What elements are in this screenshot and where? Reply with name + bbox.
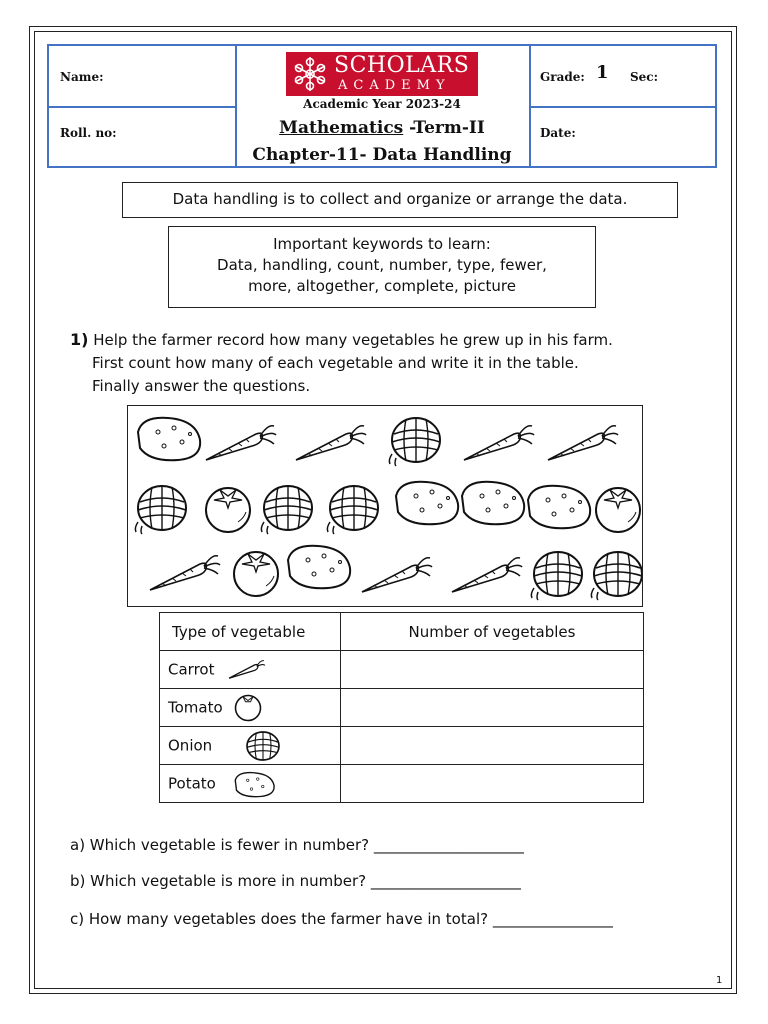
- row-label: Carrot: [168, 660, 215, 678]
- table-row: [160, 689, 644, 727]
- table-header-row: [160, 613, 644, 651]
- vegetable-row-2: [135, 482, 640, 534]
- row-onion: [160, 727, 341, 765]
- question-b: b) Which vegetable is more in number? ____________________: [70, 872, 521, 890]
- potato-icon: [396, 482, 458, 524]
- table-row: [160, 765, 644, 803]
- keywords-box: [168, 226, 596, 308]
- question-line-1: Help the farmer record how many vegetables he grew up in his farm.: [88, 331, 613, 349]
- grade-value: 1: [596, 62, 609, 83]
- question-1: [70, 328, 613, 398]
- row-carrot: [160, 651, 341, 689]
- potato-icon: [229, 769, 279, 799]
- keywords-line-1: Data, handling, count, number, type, fewer,: [217, 256, 547, 274]
- page-number: 1: [716, 975, 723, 986]
- carrot-icon: [362, 558, 432, 592]
- question-line-3: Finally answer the questions.: [92, 377, 311, 395]
- carrot-icon: [227, 655, 267, 685]
- logo-text-academy: ACADEMY: [338, 78, 451, 93]
- question-number: 1): [70, 330, 89, 349]
- academic-year: Academic Year 2023-24: [303, 97, 461, 111]
- header-type: Type of vegetable: [160, 613, 341, 651]
- school-logo: [286, 52, 478, 96]
- carrot-icon: [464, 426, 534, 460]
- onion-icon: [531, 552, 582, 600]
- logo-text-scholars: SCHOLARS: [334, 53, 470, 78]
- subject-name: Mathematics: [279, 118, 404, 138]
- definition-box: Data handling is to collect and organize or arrange the data.: [122, 182, 678, 218]
- header-number: Number of vegetables: [341, 613, 644, 651]
- potato-icon: [288, 546, 350, 588]
- onion-count-cell[interactable]: [341, 727, 644, 765]
- tomato-icon: [231, 693, 265, 723]
- vegetable-row-3: [150, 546, 642, 600]
- question-line-2: First count how many of each vegetable and write it in the table.: [92, 354, 579, 372]
- onion-icon: [327, 486, 378, 534]
- potato-icon: [138, 418, 200, 460]
- carrot-icon: [296, 426, 366, 460]
- onion-icon: [135, 486, 186, 534]
- potato-icon: [462, 482, 524, 524]
- term-name: -Term-II: [403, 118, 485, 138]
- carrot-count-cell[interactable]: [341, 651, 644, 689]
- carrot-icon: [548, 426, 618, 460]
- table-row: [160, 727, 644, 765]
- row-label: Tomato: [168, 698, 223, 716]
- roll-label: Roll. no:: [60, 126, 117, 140]
- table-row: [160, 651, 644, 689]
- potato-icon: [528, 486, 590, 528]
- tomato-icon: [206, 488, 250, 532]
- name-label: Name:: [60, 70, 104, 84]
- vegetable-row-1: [138, 418, 618, 466]
- vegetable-count-table: [159, 612, 644, 803]
- carrot-icon: [150, 556, 220, 590]
- subject-title: [236, 118, 528, 138]
- onion-icon: [261, 486, 312, 534]
- chapter-title: Chapter-11- Data Handling: [252, 145, 512, 165]
- keywords-title: Important keywords to learn:: [273, 235, 491, 253]
- potato-count-cell[interactable]: [341, 765, 644, 803]
- tomato-count-cell[interactable]: [341, 689, 644, 727]
- onion-icon: [239, 730, 287, 762]
- question-a: a) Which vegetable is fewer in number? ____________________: [70, 836, 524, 854]
- tomato-icon: [234, 552, 278, 596]
- carrot-icon: [452, 558, 522, 592]
- sec-label: Sec:: [630, 70, 659, 84]
- row-label: Onion: [168, 736, 213, 754]
- onion-icon: [591, 552, 642, 600]
- row-potato: [160, 765, 341, 803]
- question-c: c) How many vegetables does the farmer have in total? ________________: [70, 910, 613, 928]
- vegetables-picture: [127, 405, 643, 607]
- grade-label: Grade:: [540, 70, 585, 84]
- snowflake-logo-icon: [290, 55, 330, 93]
- tomato-icon: [596, 488, 640, 532]
- carrot-icon: [206, 426, 276, 460]
- row-label: Potato: [168, 774, 216, 792]
- date-label: Date:: [540, 126, 576, 140]
- onion-icon: [389, 418, 440, 466]
- row-tomato: [160, 689, 341, 727]
- keywords-line-2: more, altogether, complete, picture: [248, 277, 516, 295]
